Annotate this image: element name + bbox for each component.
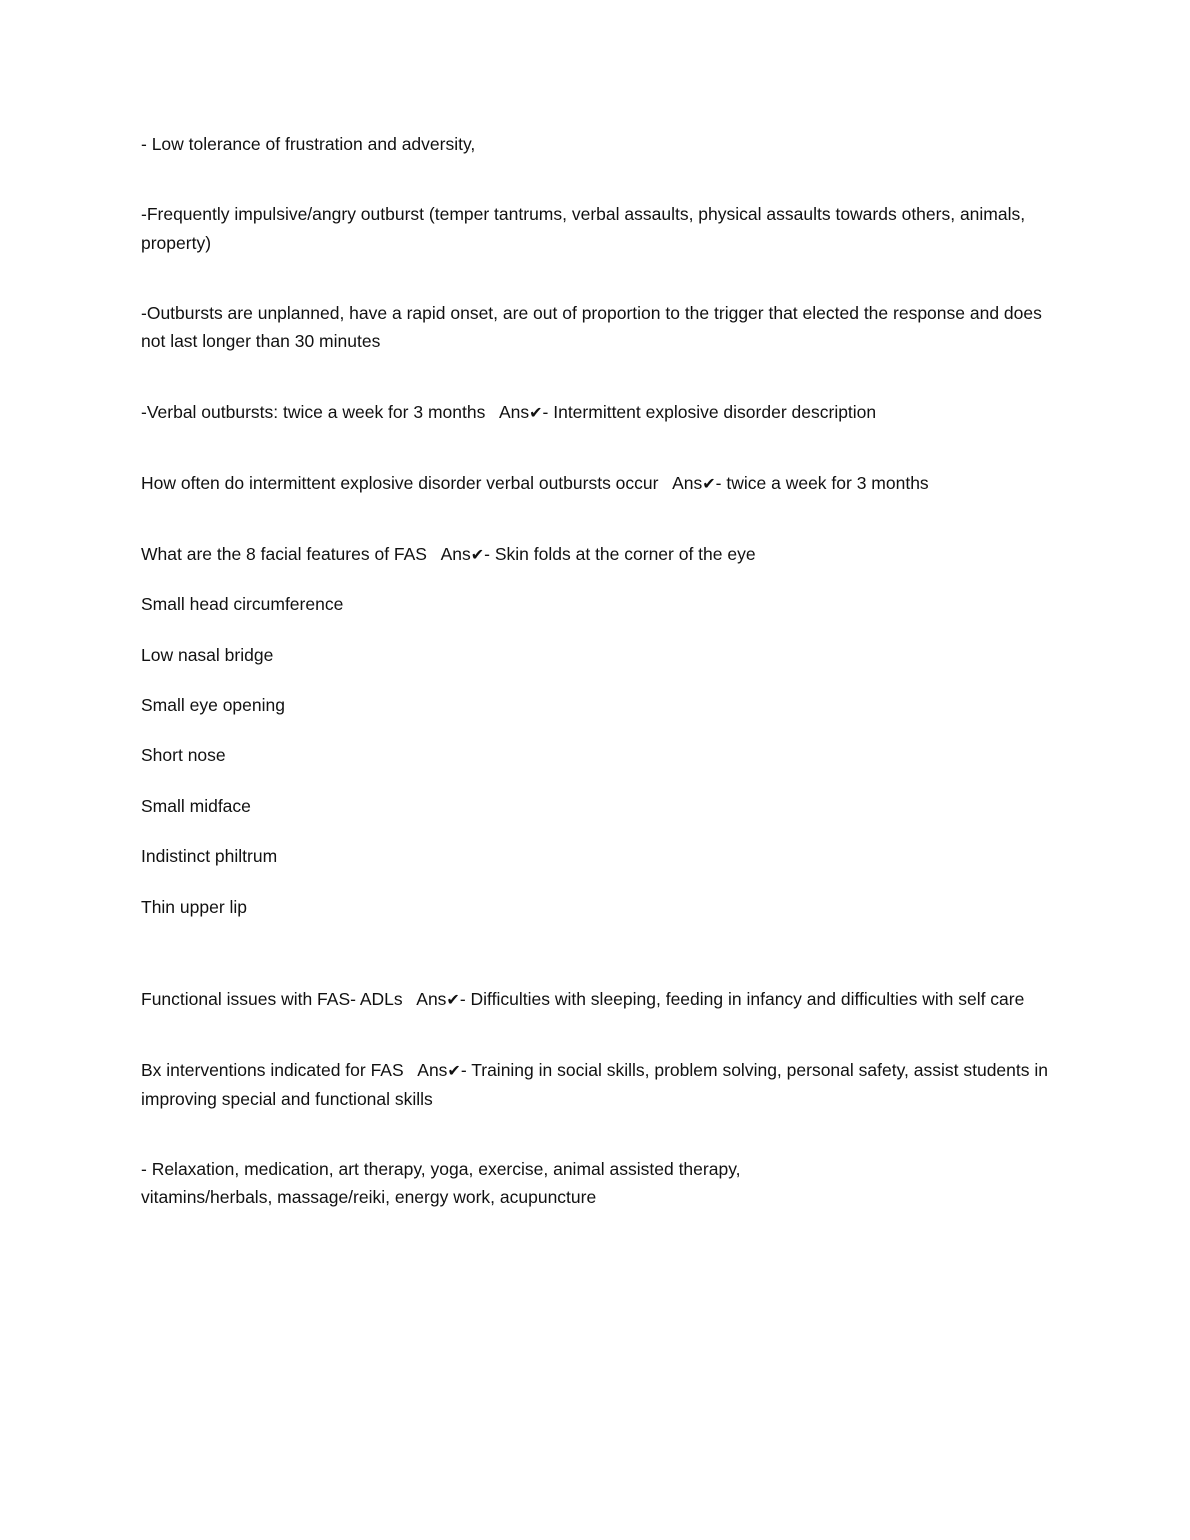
- qa-answer: Difficulties with sleeping, feeding in infancy and difficulties with self care: [470, 988, 1025, 1009]
- list-item-fas-feature: Small midface: [141, 795, 251, 816]
- qa-bx-interventions-fas: [141, 1056, 1050, 1113]
- qa-spacer: [427, 544, 441, 564]
- checkmark-icon: ✔: [470, 546, 485, 564]
- qa-verbal-outbursts: [141, 398, 1050, 427]
- closing-line-1: - Relaxation, medication, art therapy, yoga, exercise, animal assisted therapy,: [141, 1159, 741, 1179]
- qa-spacer: [404, 1060, 418, 1080]
- qa-answer: Training in social skills, problem solving, personal safety, assist students in improving special and functional skills: [141, 1059, 1048, 1109]
- qa-answer: Intermittent explosive disorder description: [553, 401, 877, 422]
- checkmark-icon: ✔: [529, 404, 543, 422]
- qa-ans-label: Ans: [672, 472, 703, 493]
- qa-answer: twice a week for 3 months: [726, 472, 929, 493]
- qa-ans-label: Ans: [498, 401, 530, 422]
- qa-separator: -: [542, 401, 554, 422]
- qa-spacer: [485, 402, 499, 422]
- qa-ans-label: Ans: [417, 1059, 448, 1080]
- spacer: [141, 943, 1050, 985]
- list-item-fas-feature: Thin upper lip: [141, 896, 248, 917]
- qa-question: Bx interventions indicated for FAS: [141, 1059, 404, 1080]
- qa-separator: -: [715, 472, 727, 493]
- qa-separator: -: [484, 543, 495, 564]
- paragraph-outbursts-unplanned: -Outbursts are unplanned, have a rapid onset, are out of proportion to the trigger that elected the response and does not last longer than 30 minutes: [141, 303, 1042, 352]
- closing-line-2: vitamins/herbals, massage/reiki, energy work, acupuncture: [141, 1187, 597, 1208]
- qa-functional-issues-adls: [141, 985, 1050, 1014]
- qa-question: Functional issues with FAS- ADLs: [141, 988, 403, 1009]
- paragraph-impulsive-outburst: -Frequently impulsive/angry outburst (temper tantrums, verbal assaults, physical assaults towards others, animals, property): [141, 204, 1026, 253]
- checkmark-icon: ✔: [446, 991, 460, 1009]
- paragraph-low-tolerance: - Low tolerance of frustration and adversity,: [141, 134, 476, 154]
- qa-separator: -: [460, 1059, 472, 1080]
- qa-separator: -: [459, 988, 471, 1009]
- qa-question: -Verbal outbursts: twice a week for 3 months: [141, 401, 486, 422]
- checkmark-icon: ✔: [447, 1062, 461, 1080]
- list-item-fas-feature: Small eye opening: [141, 695, 285, 716]
- qa-ans-label: Ans: [416, 988, 447, 1009]
- qa-question: How often do intermittent explosive disorder verbal outbursts occur: [141, 472, 659, 493]
- list-item-fas-feature: Low nasal bridge: [141, 644, 274, 665]
- list-item-fas-feature: Short nose: [141, 745, 226, 766]
- qa-spacer: [403, 989, 417, 1009]
- qa-answer: Skin folds at the corner of the eye: [494, 543, 756, 564]
- qa-ans-label: Ans: [440, 543, 471, 564]
- checkmark-icon: ✔: [702, 475, 716, 493]
- list-item-fas-feature: Small head circumference: [141, 594, 344, 615]
- qa-spacer: [658, 473, 672, 493]
- qa-fas-facial-features: [141, 540, 1050, 569]
- qa-how-often-outbursts: [141, 469, 1050, 498]
- list-item-fas-feature: Indistinct philtrum: [141, 846, 278, 867]
- qa-question: What are the 8 facial features of FAS: [141, 543, 427, 564]
- paragraph-complementary-therapies: [141, 1155, 1050, 1212]
